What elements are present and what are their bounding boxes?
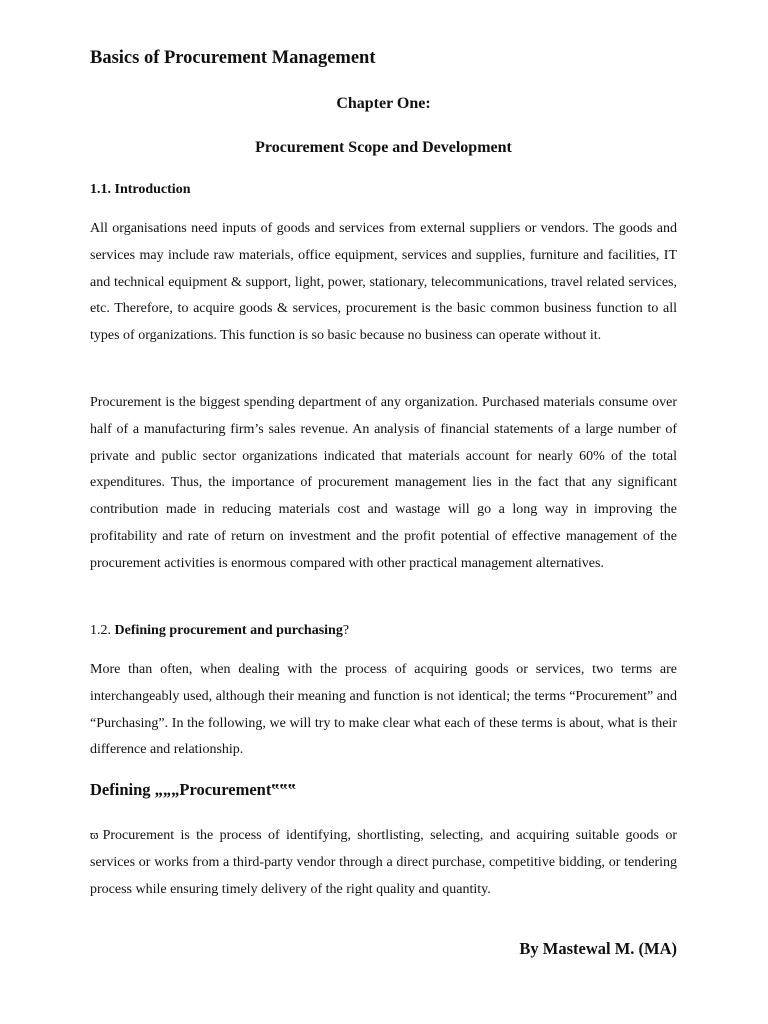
chapter-title: Procurement Scope and Development — [255, 139, 512, 156]
defining-heading-suffix: ? — [342, 623, 350, 638]
defining-heading-number: 1.2. — [90, 623, 115, 638]
defining-heading — [90, 623, 349, 639]
bullet-icon: ϖ — [90, 827, 99, 842]
procurement-subheading: Defining „„„Procurement‟‟‟ — [90, 780, 297, 799]
defining-heading-text: Defining procurement and purchasing — [114, 623, 343, 638]
procurement-bullet-text: Procurement is the process of identifying, shortlisting, selecting, and acquiring suitable goods or services or works from a third-party vendor through a direct purchase, competitive bidding, or tendering process while ensuring timely delivery of the right quality and quantity. — [90, 828, 677, 897]
chapter-number: Chapter One: — [336, 95, 431, 112]
author-credit: By Mastewal M. (MA) — [519, 939, 677, 958]
introduction-heading: 1.1. Introduction — [90, 182, 191, 197]
defining-paragraph: More than often, when dealing with the process of acquiring goods or services, two terms are interchangeably used, although their meaning and function is not identical; the terms “Procurement” and “Purchasing”. In the following, we will try to make clear what each of these terms is about, what is their difference and relationship. — [90, 662, 677, 758]
document-title: Basics of Procurement Management — [90, 48, 376, 68]
introduction-paragraph-1: All organisations need inputs of goods and services from external suppliers or vendors. The goods and services may include raw materials, office equipment, services and supplies, furniture and facilities, IT and technical equipment & support, light, power, stationary, telecommunications, travel related services, etc. Therefore, to acquire goods & services, procurement is the basic common business function to all types of organizations. This function is so basic because no business can operate without it. — [90, 221, 677, 344]
introduction-paragraph-2: Procurement is the biggest spending department of any organization. Purchased materials consume over half of a manufacturing firm’s sales revenue. An analysis of financial statements of a large number of private and public sector organizations indicated that materials account for nearly 60% of the total expenditures. Thus, the importance of procurement management lies in the fact that any significant contribution made in reducing materials cost and wastage will go a long way in improving the profitability and rate of return on investment and the profit potential of effective management of the procurement activities is enormous compared with other practical management alternatives. — [90, 395, 677, 571]
procurement-bullet — [90, 822, 677, 903]
